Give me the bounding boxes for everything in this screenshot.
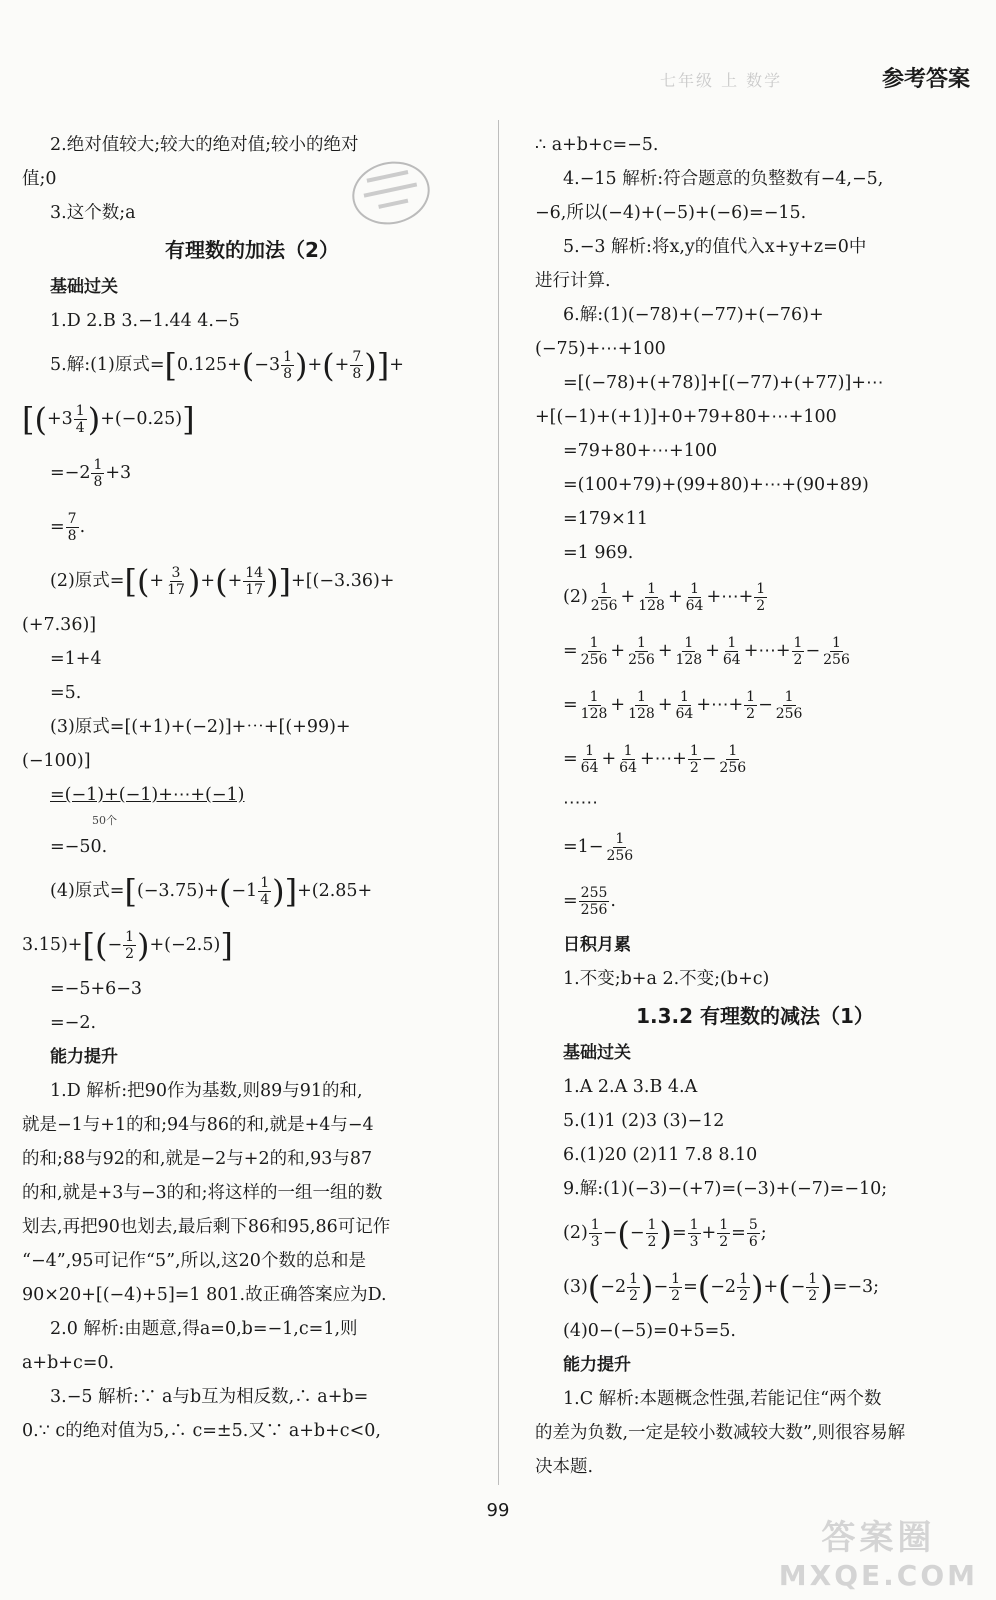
numerator: 14: [245, 565, 264, 581]
text: (4)原式=: [50, 881, 125, 901]
equation-line: (+7.36)]: [22, 615, 97, 635]
numerator: 1: [585, 743, 595, 759]
text: =: [563, 891, 578, 911]
numerator: 1: [283, 349, 293, 365]
numerator: 1: [679, 689, 689, 705]
text: +3: [46, 409, 73, 429]
text: −: [629, 1223, 645, 1243]
answer-line: 5.−3 解析:将x,y的值代入x+y+z=0中: [563, 237, 867, 257]
denominator: 17: [167, 582, 185, 598]
fraction: [626, 689, 657, 722]
text: +⋯+: [640, 749, 687, 769]
fraction: [281, 349, 294, 382]
numerator: 1: [689, 743, 699, 759]
answer-line: 6.(1)20 (2)11 7.8 8.10: [563, 1145, 758, 1165]
numerator: 1: [808, 1271, 818, 1287]
text: +3: [105, 463, 132, 483]
numerator: 5: [748, 1217, 758, 1233]
numerator: 1: [756, 581, 766, 597]
fraction: [66, 511, 79, 544]
fraction: [589, 581, 620, 614]
denominator: 256: [590, 598, 618, 614]
text: (2): [563, 1223, 588, 1243]
numerator: 1: [689, 1217, 699, 1233]
fraction: [258, 875, 271, 908]
numerator: 1: [647, 1217, 657, 1233]
answer-line: 3.−5 解析:∵ a与b互为相反数,∴ a+b=: [50, 1387, 369, 1407]
right-column: [535, 128, 975, 1484]
fraction: [91, 457, 104, 490]
equation-line: =−50.: [50, 837, 108, 857]
answer-line: 9.解:(1)(−3)−(+7)=(−3)+(−7)=−10;: [563, 1179, 888, 1199]
text: +: [705, 641, 720, 661]
equation-line: =1+4: [50, 649, 102, 669]
answer-line: “−4”,95可记作“5”,所以,这20个数的总和是: [22, 1251, 366, 1271]
text: −: [790, 1277, 806, 1297]
numerator: 3: [171, 565, 181, 581]
denominator: 3: [689, 1234, 699, 1250]
denominator: 256: [823, 652, 850, 668]
denominator: 8: [67, 528, 77, 544]
answer-line: −6,所以(−4)+(−5)+(−6)=−15.: [535, 203, 807, 223]
column-divider: [498, 120, 499, 1485]
denominator: 8: [283, 366, 293, 382]
fraction: [579, 743, 601, 776]
text: +: [610, 641, 626, 661]
answer-line: 进行计算.: [535, 271, 611, 291]
text: =: [671, 1223, 687, 1243]
denominator: 4: [260, 892, 270, 908]
text: .: [610, 891, 616, 911]
denominator: 2: [671, 1288, 681, 1304]
numerator: 1: [260, 875, 270, 891]
fraction: [754, 581, 767, 614]
text: +: [701, 1223, 717, 1243]
fraction: [123, 929, 136, 962]
denominator: 128: [580, 706, 608, 722]
denominator: 256: [580, 902, 608, 918]
fraction: [579, 689, 610, 722]
numerator: 1: [629, 1271, 639, 1287]
left-column: [22, 128, 482, 1448]
equation-line: (4)原式=[(−3.75)+(−1 $\frac{1}{4}$ )]+(2.85+: [50, 872, 373, 911]
fraction: [673, 689, 695, 722]
denominator: 2: [808, 1288, 818, 1304]
fraction: [792, 635, 805, 668]
text: −: [701, 749, 717, 769]
watermark-logo: [779, 1510, 978, 1592]
text: +(−2.5): [149, 935, 221, 955]
denominator: 8: [93, 474, 103, 490]
equation-line: (2)原式=[(+ $\frac{3}{17}$ )+(+ $\frac{14}{17}$ )]+[(−3.36)+: [50, 562, 395, 601]
text: −2: [710, 1277, 737, 1297]
equation-line: [22, 446, 482, 500]
denominator: 2: [756, 598, 766, 614]
denominator: 2: [125, 946, 135, 962]
denominator: 2: [629, 1288, 639, 1304]
text: =: [563, 749, 578, 769]
answer-line: 0.∵ c的绝对值为5,∴ c=±5.又∵ a+b+c<0,: [22, 1421, 381, 1441]
answer-line: ∴ a+b+c=−5.: [535, 135, 659, 155]
text: −: [805, 641, 821, 661]
text: −: [602, 1223, 618, 1243]
equation-line: (3)原式=[(+1)+(−2)]+⋯+[(+99)+: [50, 717, 351, 737]
denominator: 6: [748, 1234, 758, 1250]
equation-line: (3)(−2 $\frac{1}{2}$ )− $\frac{1}{2}$ =(−2 $\frac{1}{2}$ )+(− $\frac{1}{2}$ )=−3;: [563, 1268, 880, 1307]
numerator: 7: [67, 511, 77, 527]
text: (3): [563, 1277, 588, 1297]
equation-line: =(−1)+(−1)+⋯+(−1): [50, 785, 245, 805]
text: =: [563, 641, 578, 661]
answer-line: a+b+c=0.: [22, 1353, 115, 1373]
denominator: 256: [606, 848, 634, 864]
text: =: [563, 695, 578, 715]
watermark-line: 答案圈: [821, 1518, 936, 1558]
answer-line: 1.D 解析:把90作为基数,则89与91的和,: [50, 1081, 363, 1101]
subsection-heading: 日积月累: [563, 935, 631, 955]
text: +⋯+: [706, 587, 754, 607]
answer-line: 1.不变;b+a 2.不变;(b+c): [563, 969, 770, 989]
text: +⋯+: [696, 695, 744, 715]
numerator: 1: [589, 635, 599, 651]
fraction: [604, 831, 635, 864]
answer-line: 决本题.: [535, 1457, 594, 1477]
numerator: 1: [746, 689, 756, 705]
denominator: 2: [746, 706, 756, 722]
fraction: [165, 565, 187, 598]
equation-line: =79+80+⋯+100: [563, 441, 718, 461]
fraction: [821, 635, 852, 668]
answer-line: 划去,再把90也划去,最后剩下86和95,86可记作: [22, 1217, 391, 1237]
fraction: [617, 743, 639, 776]
answer-line: 4.−15 解析:符合题意的负整数有−4,−5,: [563, 169, 884, 189]
text: −3: [254, 355, 281, 375]
equation-line: [535, 820, 975, 874]
text: =−2: [50, 463, 91, 483]
numerator: 1: [615, 831, 625, 847]
text: −2: [600, 1277, 627, 1297]
fraction: [626, 635, 657, 668]
equation-line: (4)0−(−5)=0+5=5.: [563, 1321, 736, 1341]
denominator: 2: [647, 1234, 657, 1250]
fraction: [737, 1271, 750, 1304]
denominator: 2: [689, 760, 699, 776]
denominator: 2: [719, 1234, 729, 1250]
fraction: [74, 403, 87, 436]
numerator: 1: [832, 635, 841, 651]
text: (2): [563, 587, 588, 607]
equation-line: 5.解:(1)原式=[0.125+(−3 $\frac{1}{8}$ )+(+ $\frac{7}{8}$ )]+: [50, 346, 404, 385]
numerator: 1: [93, 457, 103, 473]
text: =: [683, 1277, 698, 1297]
numerator: 1: [671, 1271, 681, 1287]
numerator: 255: [580, 885, 608, 901]
text: −1: [231, 881, 258, 901]
answer-line: 1.C 解析:本题概念性强,若能记住“两个数: [563, 1389, 882, 1409]
fraction: [669, 1271, 682, 1304]
equation-line: [535, 624, 975, 678]
fraction: [721, 635, 743, 668]
brace-label: 50个: [92, 814, 117, 827]
text: +(−0.25): [100, 409, 183, 429]
text: +: [657, 695, 673, 715]
fraction: [717, 743, 748, 776]
text: +: [389, 355, 404, 375]
numerator: 1: [784, 689, 794, 705]
text: (2)原式=: [50, 571, 125, 591]
fraction: [747, 1217, 760, 1250]
text: +: [610, 695, 626, 715]
denominator: 2: [793, 652, 803, 668]
subsection-heading: 基础过关: [563, 1043, 631, 1063]
numerator: 1: [690, 581, 699, 597]
text: +: [620, 587, 636, 607]
denominator: 4: [75, 420, 85, 436]
answer-line: 2.绝对值较大;较大的绝对值;较小的绝对: [50, 135, 359, 155]
numerator: 1: [647, 581, 657, 597]
numerator: 7: [352, 349, 362, 365]
answer-line: 2.0 解析:由题意,得a=0,b=−1,c=1,则: [50, 1319, 358, 1339]
denominator: 64: [580, 760, 599, 776]
text: =: [563, 837, 578, 857]
text: ;: [760, 1223, 767, 1243]
fraction: [636, 581, 667, 614]
answer-line: 的差为负数,一定是较小数减较大数”,则很容易解: [535, 1423, 906, 1443]
equation-line: =−5+6−3: [50, 979, 143, 999]
denominator: 17: [245, 582, 264, 598]
subsection-heading: 基础过关: [50, 277, 118, 297]
fraction: [627, 1271, 640, 1304]
denominator: 128: [628, 706, 655, 722]
answer-line: 的和;88与92的和,就是−2与+2的和,93与87: [22, 1149, 373, 1169]
numerator: 1: [728, 743, 738, 759]
denominator: 128: [675, 652, 703, 668]
equation-line: [535, 678, 975, 732]
equation-line: +[(−1)+(+1)]+0+79+80+⋯+100: [535, 407, 837, 427]
text: +[(−3.36)+: [291, 571, 395, 591]
numerator: 1: [636, 689, 646, 705]
denominator: 64: [675, 706, 694, 722]
equation-line: 3.15)+[(− $\frac{1}{2}$ )+(−2.5)]: [22, 926, 233, 965]
numerator: 1: [599, 581, 609, 597]
answer-line: 就是−1与+1的和;94与86的和,就是+4与−4: [22, 1115, 374, 1135]
answer-line: 90×20+[(−4)+5]=1 801.故正确答案应为D.: [22, 1285, 387, 1305]
faint-header-text: 七年级 上 数学: [660, 71, 783, 90]
text: 3.15)+: [22, 935, 83, 955]
numerator: 1: [125, 929, 135, 945]
answer-line: 3.这个数;a: [50, 203, 136, 223]
fraction: [688, 743, 701, 776]
equation-line: =−2.: [50, 1013, 97, 1033]
denominator: 2: [739, 1288, 748, 1304]
text: =: [50, 517, 65, 537]
denominator: 128: [638, 598, 665, 614]
numerator: 1: [727, 635, 737, 651]
numerator: 1: [636, 635, 646, 651]
answer-line: 的和,就是+3与−3的和;将这样的一组一组的数: [22, 1183, 383, 1203]
fraction: [589, 1217, 602, 1250]
denominator: 3: [590, 1234, 600, 1250]
text: 1−: [577, 837, 604, 857]
equation-line: [535, 732, 975, 786]
text: −: [653, 1277, 669, 1297]
answer-line: 6.解:(1)(−78)+(−77)+(−76)+: [563, 305, 824, 325]
ellipsis-line: ⋯⋯: [563, 793, 598, 813]
fraction: [744, 689, 757, 722]
denominator: 256: [775, 706, 803, 722]
numerator: 1: [623, 743, 633, 759]
answer-line: 1.D 2.B 3.−1.44 4.−5: [50, 311, 240, 331]
numerator: 1: [75, 403, 85, 419]
denominator: 64: [685, 598, 704, 614]
numerator: 1: [719, 1217, 729, 1233]
fraction: [646, 1217, 659, 1250]
numerator: 1: [590, 1217, 600, 1233]
answer-line: 1.A 2.A 3.B 4.A: [563, 1077, 698, 1097]
denominator: 256: [628, 652, 655, 668]
page-number: 99: [486, 1500, 510, 1521]
fraction: [673, 635, 704, 668]
text: (−3.75)+: [136, 881, 219, 901]
answer-line: 值;0: [22, 169, 57, 189]
text: 0.125+: [177, 355, 242, 375]
fraction: [806, 1271, 819, 1304]
text: +: [667, 587, 683, 607]
denominator: 8: [352, 366, 362, 382]
fraction: [579, 885, 610, 918]
page-header-title: 参考答案: [881, 67, 970, 92]
equation-line: [(+3 $\frac{1}{4}$ )+(−0.25)]: [22, 400, 195, 439]
numerator: 1: [793, 635, 803, 651]
denominator: 64: [619, 760, 637, 776]
text: =: [731, 1223, 746, 1243]
text: +: [200, 571, 216, 591]
subsection-heading: 能力提升: [50, 1047, 118, 1067]
answer-line: 5.(1)1 (2)3 (3)−12: [563, 1111, 725, 1131]
equation-line: (2) $\frac{1}{3}$ −(− $\frac{1}{2}$ )= $\frac{1}{3}$ + $\frac{1}{2}$ = $\frac{5}{6}$ ;: [563, 1214, 767, 1253]
fraction: [350, 349, 363, 382]
numerator: 1: [589, 689, 599, 705]
text: +: [763, 1277, 779, 1297]
fraction: [717, 1217, 730, 1250]
text: +⋯+: [743, 641, 791, 661]
equation-line: =[(−78)+(+78)]+[(−77)+(+77)]+⋯: [563, 373, 884, 393]
equation-line: (−100)]: [22, 751, 91, 771]
numerator: 1: [739, 1271, 748, 1287]
text: 5.解:(1)原式=: [50, 355, 165, 375]
text: .: [79, 517, 86, 537]
equation-line: [535, 874, 975, 928]
denominator: 256: [580, 652, 608, 668]
fraction: [579, 635, 610, 668]
watermark-line: MXQE.COM: [778, 1559, 978, 1592]
text: =−3;: [832, 1277, 880, 1297]
answer-line: (−75)+⋯+100: [535, 339, 666, 359]
fraction: [243, 565, 265, 598]
fraction: [684, 581, 706, 614]
equation-line: [22, 500, 482, 554]
numerator: 1: [684, 635, 694, 651]
equation-line: =1 969.: [563, 543, 634, 563]
denominator: 256: [719, 760, 747, 776]
equation-line: [535, 570, 975, 624]
text: +(2.85+: [297, 881, 373, 901]
equation-line: =5.: [50, 683, 82, 703]
text: +: [657, 641, 673, 661]
subsection-heading: 能力提升: [563, 1355, 631, 1375]
fraction: [688, 1217, 701, 1250]
equation-line: =(100+79)+(99+80)+⋯+(90+89): [563, 475, 869, 495]
denominator: 64: [722, 652, 741, 668]
section-title: 有理数的加法（2）: [165, 238, 339, 262]
fraction: [774, 689, 805, 722]
text: −: [758, 695, 773, 715]
equation-line: =179×11: [563, 509, 648, 529]
section-title: 1.3.2 有理数的减法（1）: [636, 1004, 874, 1028]
text: +: [601, 749, 617, 769]
text: +: [307, 355, 323, 375]
